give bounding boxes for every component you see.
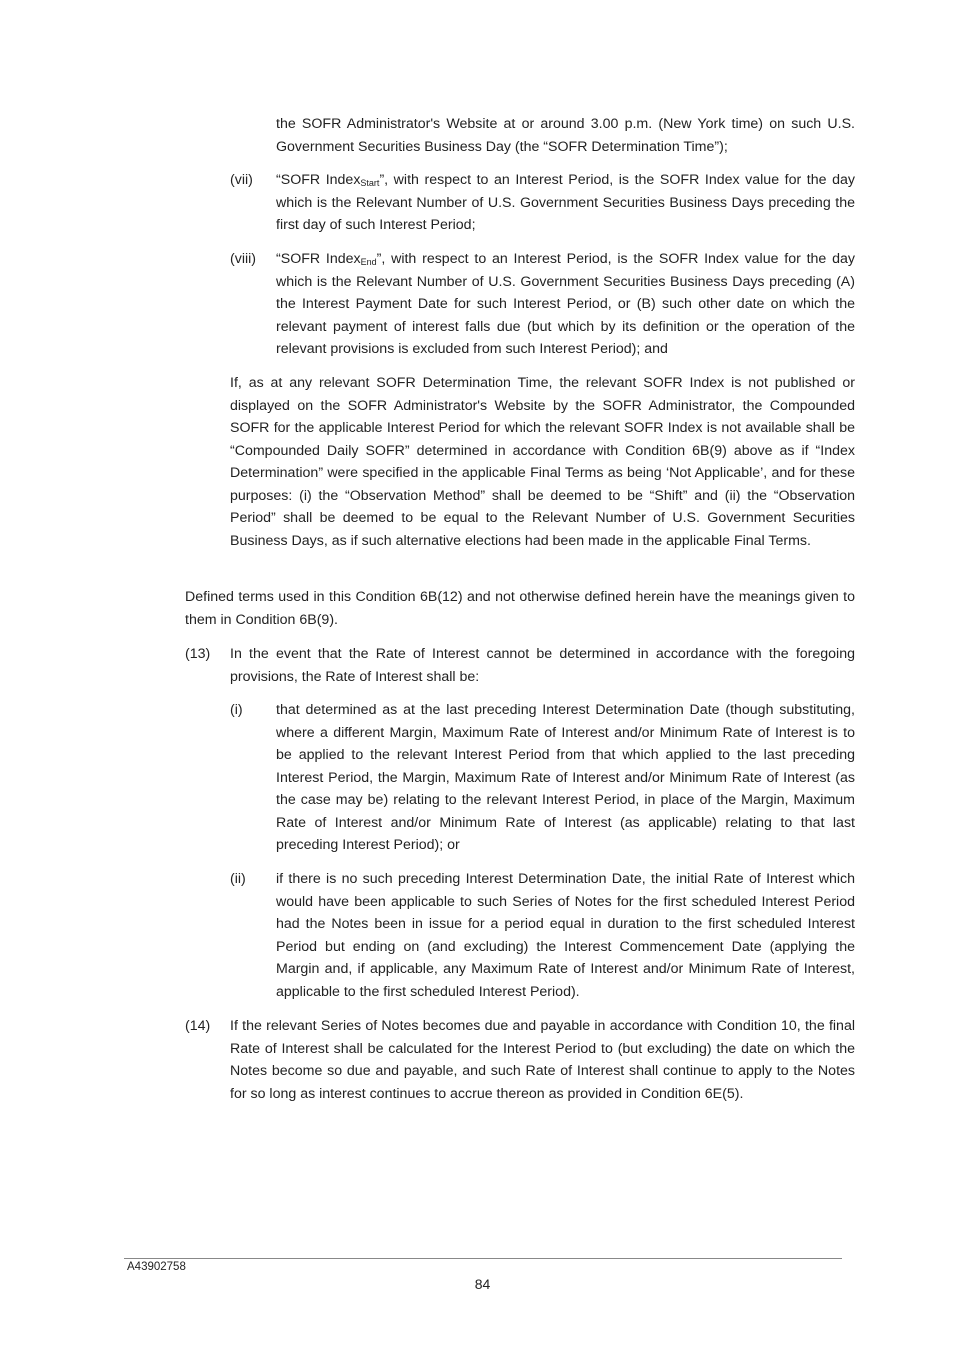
clause-number-14: (14): [185, 1018, 211, 1034]
item-text-viii: [276, 248, 855, 361]
item-vii-subscript: Start: [360, 178, 380, 188]
subclause-number-13-i: (i): [230, 702, 243, 718]
item-viii-term: “SOFR Index: [276, 251, 361, 267]
subclause-text-13-i: that determined as at the last preceding Interest Determination Date (though substituting, where a different Margin, Maximum Rate of Interest and/or Minimum Rate of Interest is to be applied to the relevant Interest Period from that which applied to the last preceding Interest Period, the Margin, Maximum Rate of Interest and/or Minimum Rate of Interest (as the case may be) relating to the relevant Interest Period, in place of the Margin, Maximum Rate of Interest and/or Minimum Rate of Interest (as applicable) relating to that last preceding Interest Period); or: [276, 702, 855, 853]
subclause-number-13-ii: (ii): [230, 871, 246, 887]
document-id: A43902758: [127, 1261, 186, 1273]
fallback-paragraph: If, as at any relevant SOFR Determination Time, the relevant SOFR Index is not published or displayed on the SOFR Administrator's Website by the SOFR Administrator, the Compounded SOFR for the applicable Interest Period for which the relevant SOFR Index is not available shall be “Compounded Daily SOFR” determined in accordance with Condition 6B(9) above as if “Index Determination” were specified in the applicable Final Terms as being ‘Not Applicable’, and for these purposes: (i) the “Observation Method” shall be deemed to be “Shift” and (ii) the “Observation Period” shall be deemed to be equal to the Relevant Number of U.S. Government Securities Business Days, as if such alternative elections had been made in the applicable Final Terms.: [230, 375, 855, 549]
page-number: 84: [474, 1276, 491, 1292]
item-viii-definition: ”, with respect to an Interest Period, is the SOFR Index value for the day which is the Relevant Number of U.S. Government Securities Business Days preceding (A) the Interest Payment Date for such Interest Period, or (B) such other date on which the relevant payment of interest falls due (but which by its definition or the operation of the relevant provisions is excluded from such Interest Period); and: [276, 251, 855, 357]
subclause-text-13-ii: if there is no such preceding Interest Determination Date, the initial Rate of Interest which would have been applicable to such Series of Notes for the first scheduled Interest Period had the Notes been in issue for a period equal in duration to the first scheduled Interest Period but ending on (and excluding) the Interest Commencement Date (applying the Margin and, if applicable, any Maximum Rate of Interest and/or Minimum Rate of Interest, applicable to the first scheduled Interest Period).: [276, 871, 855, 1000]
footer-divider: [124, 1258, 842, 1259]
item-number-viii: (viii): [230, 251, 256, 267]
continued-paragraph: the SOFR Administrator's Website at or around 3.00 p.m. (New York time) on such U.S. Government Securities Business Day (the “SOFR Determination Time”);: [276, 116, 855, 155]
item-viii-subscript: End: [360, 257, 377, 267]
clause-number-13: (13): [185, 646, 211, 662]
clause-text-13: In the event that the Rate of Interest cannot be determined in accordance with the foregoing provisions, the Rate of Interest shall be:: [230, 646, 855, 685]
defined-terms-paragraph: Defined terms used in this Condition 6B(12) and not otherwise defined herein have the meanings given to them in Condition 6B(9).: [185, 589, 855, 628]
item-vii-definition: ”, with respect to an Interest Period, is the SOFR Index value for the day which is the Relevant Number of U.S. Government Securities Business Days preceding the first day of such Interest Period;: [276, 172, 855, 233]
item-number-vii: (vii): [230, 172, 253, 188]
item-text-vii: [276, 169, 855, 237]
item-vii-term: “SOFR Index: [276, 172, 361, 188]
clause-text-14: If the relevant Series of Notes becomes due and payable in accordance with Condition 10, the final Rate of Interest shall be calculated for the Interest Period to (but excluding) the date on which the Notes become so due and payable, and such Rate of Interest shall continue to apply to the Notes for so long as interest continues to accrue thereon as provided in Condition 6E(5).: [230, 1018, 855, 1102]
